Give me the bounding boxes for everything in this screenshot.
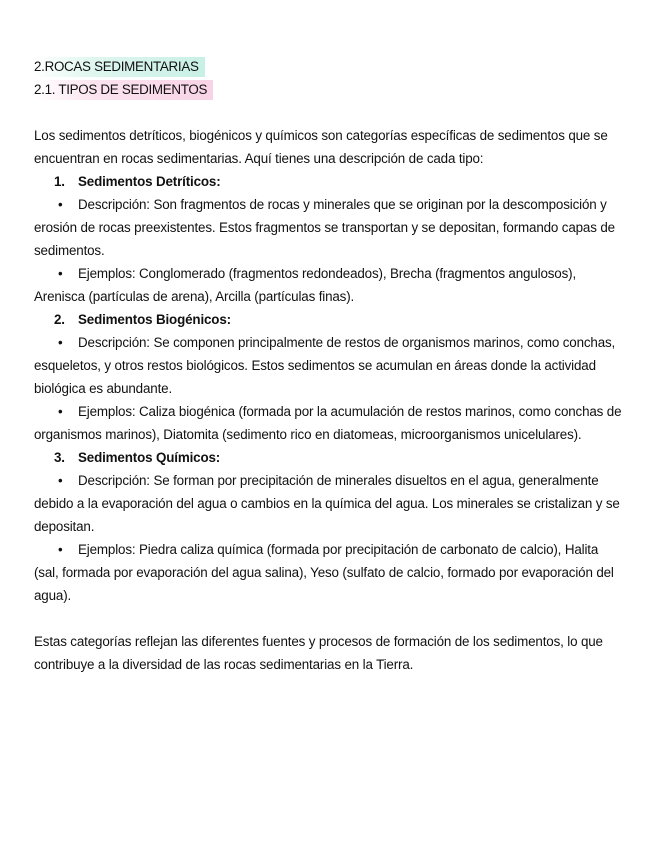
section-1-description-text: Descripción: Son fragmentos de rocas y minerales que se originan por la descomposición y erosión de rocas preexistentes. Estos fragmentos se transportan y se depositan, formando capas de sedimentos. (34, 197, 615, 258)
heading-2-line (34, 78, 624, 101)
section-2-description (34, 331, 624, 400)
section-1-title (34, 170, 624, 193)
section-3-title (34, 446, 624, 469)
section-3-examples (34, 538, 624, 607)
bullet-icon: • (58, 266, 63, 281)
bullet-icon: • (58, 404, 63, 419)
section-1-description (34, 193, 624, 262)
section-2-description-text: Descripción: Se componen principalmente de restos de organismos marinos, como conchas, esqueletos, y otros restos biológicos. Estos sedimentos se acumulan en áreas donde la actividad biológica es abundante. (34, 335, 616, 396)
section-2-title (34, 308, 624, 331)
bullet-icon: • (58, 473, 63, 488)
section-3-description (34, 469, 624, 538)
heading-1-line (34, 55, 624, 78)
bullet-icon: • (58, 335, 63, 350)
section-3-description-text: Descripción: Se forman por precipitación de minerales disueltos en el agua, generalmente debido a la evaporación del agua o cambios en la química del agua. Los minerales se cristalizan y se depositan. (34, 473, 620, 534)
section-2-number: 2. (54, 312, 65, 327)
section-2-examples (34, 400, 624, 446)
section-1-number: 1. (54, 174, 65, 189)
section-1-heading: Sedimentos Detríticos: (78, 174, 221, 189)
section-1-examples-text: Ejemplos: Conglomerado (fragmentos redondeados), Brecha (fragmentos angulosos), Arenisca (partículas de arena), Arcilla (partículas finas). (34, 266, 577, 304)
heading-rocas-sedimentarias: 2.ROCAS SEDIMENTARIAS (34, 57, 205, 77)
bullet-icon: • (58, 197, 63, 212)
section-3-examples-text: Ejemplos: Piedra caliza química (formada por precipitación de carbonato de calcio), Halita (sal, formada por evaporación del agua salina), Yeso (sulfato de calcio, formado por evaporación del agua). (34, 542, 614, 603)
section-3-heading: Sedimentos Químicos: (78, 450, 221, 465)
spacer (34, 607, 624, 630)
heading-tipos-de-sedimentos: 2.1. TIPOS DE SEDIMENTOS (34, 80, 213, 100)
document-page (34, 55, 624, 676)
section-2-examples-text: Ejemplos: Caliza biogénica (formada por la acumulación de restos marinos, como conchas de organismos marinos), Diatomita (sedimento rico en diatomeas, microorganismos unicelulares). (34, 404, 622, 442)
section-2-heading: Sedimentos Biogénicos: (78, 312, 231, 327)
spacer (34, 101, 624, 124)
intro-paragraph: Los sedimentos detríticos, biogénicos y químicos son categorías específicas de sedimentos que se encuentran en rocas sedimentarias. Aquí tienes una descripción de cada tipo: (34, 128, 608, 166)
section-3-number: 3. (54, 450, 65, 465)
bullet-icon: • (58, 542, 63, 557)
section-1-examples (34, 262, 624, 308)
conclusion-paragraph: Estas categorías reflejan las diferentes fuentes y procesos de formación de los sedimentos, lo que contribuye a la diversidad de las rocas sedimentarias en la Tierra. (34, 634, 603, 672)
